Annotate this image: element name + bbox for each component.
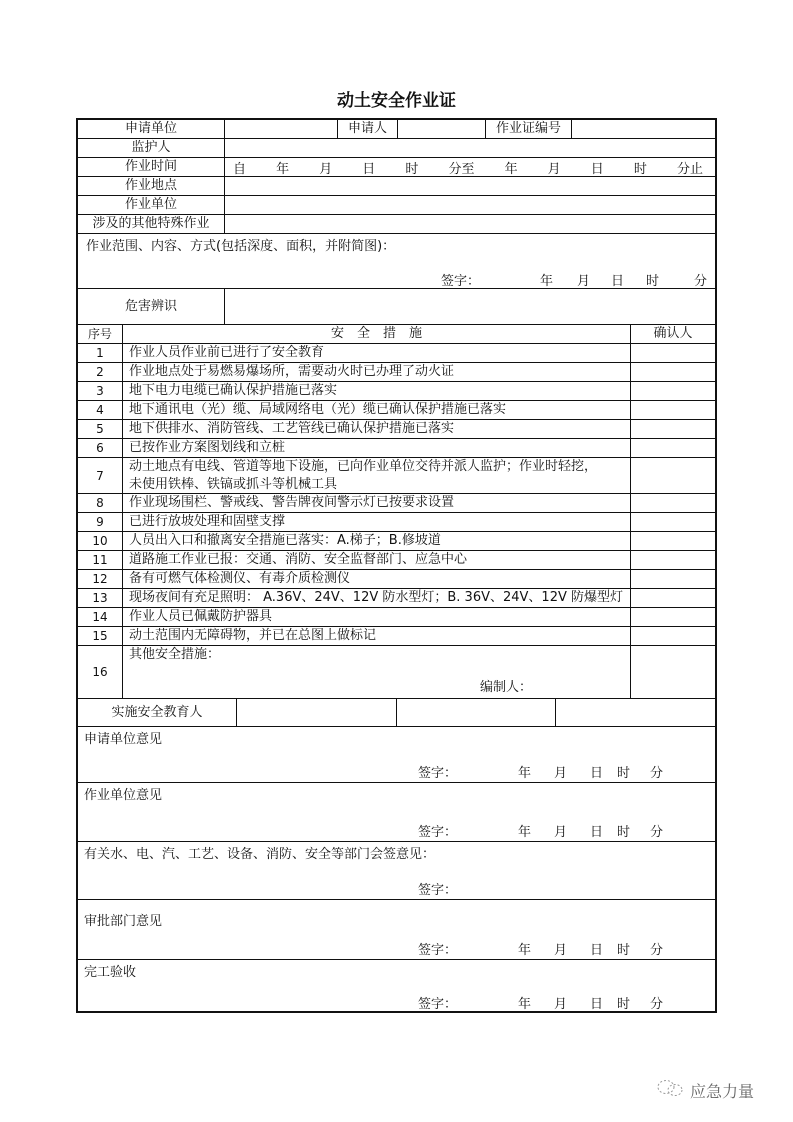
day-label: 日 (590, 825, 604, 840)
day-label: 日 (590, 943, 604, 958)
supervisor-field[interactable] (225, 139, 715, 157)
date-token: 分至 (448, 162, 475, 177)
col-confirm-header: 确认人 (653, 326, 693, 341)
year-label: 年 (518, 825, 532, 840)
measure-text: 道路施工作业已报：交通、消防、安全监督部门、应急中心 (123, 551, 631, 569)
date-token: 月 (547, 162, 561, 177)
measure-no: 5 (78, 420, 123, 438)
month-label: 月 (554, 997, 568, 1012)
measure-row (78, 627, 715, 646)
row-education (78, 699, 715, 727)
measure-no: 13 (78, 589, 123, 607)
measure-row (78, 532, 715, 551)
measure-no: 6 (78, 439, 123, 457)
measure-row (78, 608, 715, 627)
watermark (656, 1078, 754, 1102)
measure-text: 已按作业方案图划线和立桩 (123, 439, 631, 457)
opinion-label: 作业单位意见 (84, 788, 163, 803)
measure-row (78, 401, 715, 420)
measure-text: 作业现场围栏、警戒线、警告牌夜间警示灯已按要求设置 (123, 494, 631, 512)
col-measure-header: 安 全 措 施 (123, 325, 631, 343)
row-applicant (78, 120, 715, 139)
confirm-field[interactable] (631, 494, 715, 512)
opinion-row[interactable] (78, 842, 715, 900)
education-field-2[interactable] (397, 699, 556, 726)
work-unit-label: 作业单位 (78, 196, 225, 214)
measure-text: 作业人员作业前已进行了安全教育 (123, 344, 631, 362)
month-label: 月 (577, 274, 591, 289)
row-work-time (78, 158, 715, 177)
minute-label: 分 (650, 997, 664, 1012)
measure-no: 12 (78, 570, 123, 588)
date-token: 自 (233, 162, 247, 177)
confirm-field[interactable] (631, 363, 715, 381)
measure-row (78, 458, 715, 494)
measure-text: 地下通讯电（光）缆、局域网络电（光）缆已确认保护措施已落实 (123, 401, 631, 419)
opinion-row[interactable] (78, 900, 715, 960)
row-special-work (78, 215, 715, 234)
measure-text: 动土地点有电线、管道等地下设施，已向作业单位交待并派人监护；作业时轻挖， 未使用铁棒、铁镐或抓斗等机械工具 (123, 458, 631, 493)
day-label: 日 (611, 274, 625, 289)
row-scope[interactable] (78, 234, 715, 289)
work-unit-field[interactable] (225, 196, 715, 214)
sign-label: 签字： (441, 274, 481, 289)
measure-no: 1 (78, 344, 123, 362)
opinion-label: 审批部门意见 (84, 914, 163, 929)
date-token: 时 (405, 162, 419, 177)
measure-row (78, 420, 715, 439)
measures-header (78, 325, 715, 344)
month-label: 月 (554, 825, 568, 840)
education-field-1[interactable] (237, 699, 397, 726)
measure-text: 备有可燃气体检测仪、有毒介质检测仪 (123, 570, 631, 588)
date-token: 时 (633, 162, 647, 177)
confirm-field[interactable] (631, 589, 715, 607)
permit-no-field[interactable] (572, 120, 715, 138)
date-token: 分止 (676, 162, 703, 177)
measure-no: 3 (78, 382, 123, 400)
col-no-header: 序号 (78, 325, 123, 343)
confirm-field[interactable] (631, 401, 715, 419)
minute-label: 分 (650, 825, 664, 840)
measure-row (78, 551, 715, 570)
permit-no-label: 作业证编号 (486, 120, 572, 138)
hour-label: 时 (617, 943, 631, 958)
opinion-label: 申请单位意见 (84, 732, 163, 747)
date-token: 日 (362, 162, 376, 177)
permit-form (76, 118, 717, 1013)
year-label: 年 (518, 997, 532, 1012)
confirm-field[interactable] (631, 570, 715, 588)
confirm-field[interactable] (631, 344, 715, 362)
scope-label: 作业范围、内容、方式(包括深度、面积，并附简图)： (86, 239, 396, 254)
measure-text: 已进行放坡处理和固壁支撑 (123, 513, 631, 531)
measure-no: 4 (78, 401, 123, 419)
work-place-label: 作业地点 (78, 177, 225, 195)
measure-no: 11 (78, 551, 123, 569)
confirm-field[interactable] (631, 551, 715, 569)
measure-text: 现场夜间有充足照明： A.36V、24V、12V 防水型灯；B. 36V、24V、12V 防爆型灯 (123, 589, 631, 607)
measure-no: 2 (78, 363, 123, 381)
page-title: 动土安全作业证 (337, 91, 456, 111)
applicant-unit-field[interactable] (225, 120, 338, 138)
applicant-unit-label: 申请单位 (78, 120, 225, 138)
measure-text: 人员出入口和撤离安全措施已落实：A.梯子；B.修坡道 (123, 532, 631, 550)
measure-row-other (78, 645, 715, 699)
applicant-label: 申请人 (338, 120, 398, 138)
sign-label: 签字： (418, 997, 458, 1012)
confirm-field[interactable] (631, 439, 715, 457)
minute-label: 分 (694, 274, 708, 289)
special-work-label: 涉及的其他特殊作业 (78, 215, 225, 233)
compiler-label: 编制人： (480, 680, 533, 695)
confirm-field[interactable] (631, 458, 715, 493)
applicant-field[interactable] (398, 120, 486, 138)
date-token: 日 (590, 162, 604, 177)
education-label: 实施安全教育人 (78, 699, 237, 726)
confirm-field[interactable] (631, 608, 715, 626)
measure-no: 10 (78, 532, 123, 550)
confirm-field[interactable] (631, 627, 715, 645)
minute-label: 分 (650, 766, 664, 781)
measure-row (78, 363, 715, 382)
measure-no: 15 (78, 627, 123, 645)
measure-text: 作业人员已佩戴防护器具 (123, 608, 631, 626)
year-label: 年 (540, 274, 554, 289)
special-work-field[interactable] (225, 215, 715, 233)
day-label: 日 (590, 766, 604, 781)
measure-row (78, 382, 715, 401)
measure-text: 地下电力电缆已确认保护措施已落实 (123, 382, 631, 400)
measure-text: 地下供排水、消防管线、工艺管线已确认保护措施已落实 (123, 420, 631, 438)
confirm-field[interactable] (631, 513, 715, 531)
year-label: 年 (518, 943, 532, 958)
sign-label: 签字： (418, 883, 458, 898)
hour-label: 时 (617, 766, 631, 781)
measure-row (78, 570, 715, 589)
supervisor-label: 监护人 (78, 139, 225, 157)
date-token: 月 (319, 162, 333, 177)
measure-no: 14 (78, 608, 123, 626)
date-token: 年 (504, 162, 518, 177)
hour-label: 时 (617, 997, 631, 1012)
confirm-field[interactable] (631, 532, 715, 550)
opinion-row[interactable] (78, 783, 715, 842)
measure-no: 8 (78, 494, 123, 512)
row-work-unit (78, 196, 715, 215)
measure-no: 7 (78, 458, 123, 493)
work-time-field[interactable] (233, 158, 703, 177)
hour-label: 时 (646, 274, 660, 289)
minute-label: 分 (650, 943, 664, 958)
month-label: 月 (554, 943, 568, 958)
confirm-field[interactable] (631, 382, 715, 400)
confirm-field[interactable] (631, 420, 715, 438)
measure-text: 作业地点处于易燃易爆场所，需要动火时已办理了动火证 (123, 363, 631, 381)
row-hazard (78, 289, 715, 325)
row-work-place (78, 177, 715, 196)
hazard-label: 危害辨识 (78, 289, 225, 324)
opinion-row[interactable] (78, 727, 715, 783)
hazard-field[interactable] (225, 289, 715, 324)
row-supervisor (78, 139, 715, 158)
measure-row (78, 344, 715, 363)
measure-row (78, 513, 715, 532)
hour-label: 时 (617, 825, 631, 840)
date-token: 年 (276, 162, 290, 177)
measure-row (78, 494, 715, 513)
opinion-label: 有关水、电、汽、工艺、设备、消防、安全等部门会签意见： (84, 847, 436, 862)
sign-label: 签字： (418, 943, 458, 958)
confirm-field[interactable] (631, 645, 715, 698)
work-place-field[interactable] (225, 177, 715, 195)
year-label: 年 (518, 766, 532, 781)
measure-text: 动土范围内无障碍物，并已在总图上做标记 (123, 627, 631, 645)
sign-label: 签字： (418, 825, 458, 840)
measure-row (78, 589, 715, 608)
wechat-icon (656, 1078, 684, 1102)
opinion-label: 完工验收 (84, 965, 137, 980)
other-measures-label: 其他安全措施： (129, 647, 221, 662)
measure-row (78, 439, 715, 458)
measure-no: 16 (78, 645, 123, 698)
work-time-label: 作业时间 (78, 158, 225, 176)
sign-label: 签字： (418, 766, 458, 781)
measure-no: 9 (78, 513, 123, 531)
other-measures-field[interactable] (123, 645, 631, 698)
opinion-row[interactable] (78, 960, 715, 1013)
day-label: 日 (590, 997, 604, 1012)
month-label: 月 (554, 766, 568, 781)
education-field-3[interactable] (556, 699, 715, 726)
watermark-text: 应急力量 (690, 1081, 755, 1101)
